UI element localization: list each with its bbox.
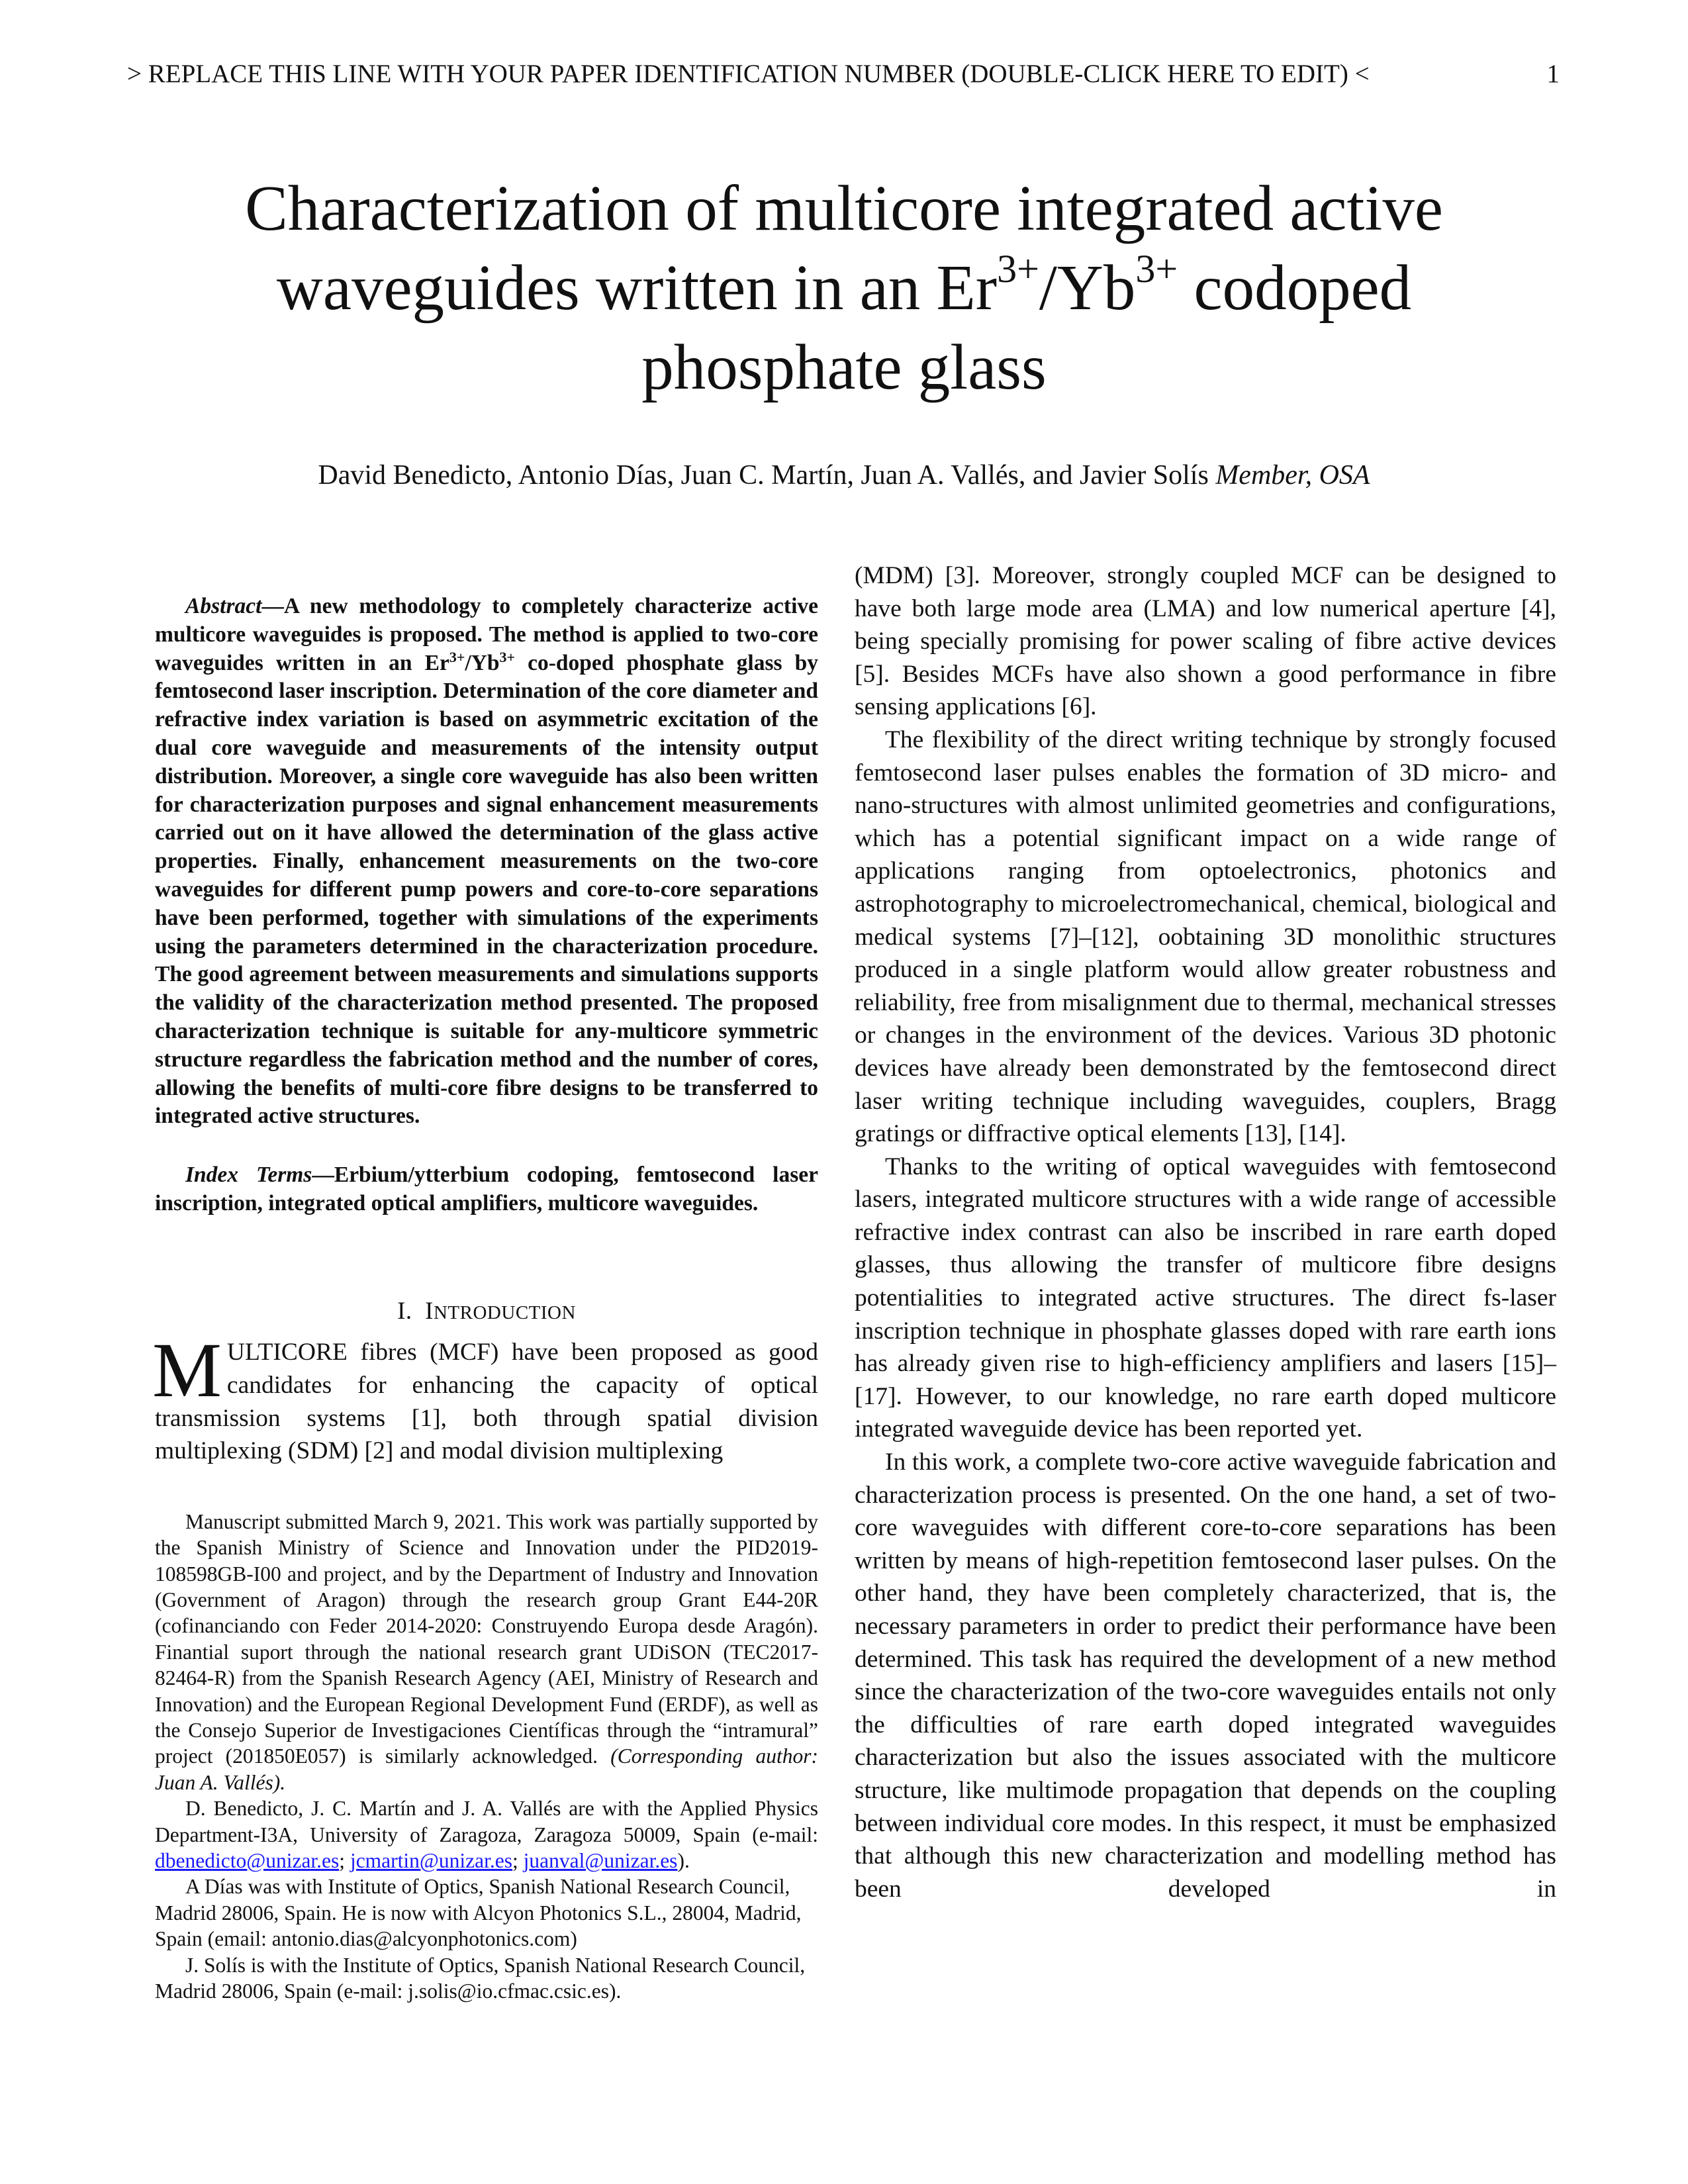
index-terms bbox=[155, 1161, 818, 1218]
superscript: 3+ bbox=[499, 648, 516, 665]
author-list bbox=[132, 458, 1556, 493]
title-line-2-pre: waveguides written in an Er bbox=[276, 252, 998, 323]
abstract-text: /Yb bbox=[465, 650, 500, 675]
title-line-3: phosphate glass bbox=[641, 332, 1047, 403]
superscript: 3+ bbox=[1135, 246, 1178, 291]
separator: ; bbox=[339, 1848, 350, 1872]
footnote-affiliation-3: J. Solís is with the Institute of Optics, Spanish National Research Council, Madrid 28006, Spain (e-mail: j.solis@io.cfmac.csic.es). bbox=[155, 1953, 806, 2003]
lead-caps: ULTICORE bbox=[226, 1339, 348, 1366]
running-title: > REPLACE THIS LINE WITH YOUR PAPER IDENTIFICATION NUMBER (DOUBLE-CLICK HERE TO EDIT) < bbox=[127, 60, 1370, 88]
author-membership: Member, OSA bbox=[1215, 460, 1370, 491]
superscript: 3+ bbox=[997, 246, 1039, 291]
section-title-rest: NTRODUCTION bbox=[433, 1302, 576, 1323]
paragraph-text: fibres (MCF) have been proposed as good candidates for enhancing the capacity of optical transmission systems [1], both through spatial division multiplexing (SDM) [2] and modal division multiplexing bbox=[155, 1339, 818, 1465]
section-heading-introduction bbox=[155, 1295, 818, 1330]
abstract-label: Abstract bbox=[185, 594, 262, 618]
index-terms-text: —Erbium/ytterbium codoping, femtosecond laser inscription, integrated optical amplifiers, multicore waveguides. bbox=[155, 1163, 818, 1215]
page-number: 1 bbox=[1546, 60, 1560, 88]
title-line-2-post: codoped bbox=[1178, 252, 1412, 323]
footnote-text: ). bbox=[677, 1848, 690, 1872]
abstract bbox=[155, 593, 818, 1131]
abstract-text: co-doped phosphate glass by femtosecond laser inscription. Determination of the core diameter and refractive index variation is based on asymmetric excitation of the dual core waveguide and measurements of the intensity output distribution. Moreover, a single core waveguide has also been written for characterization purposes and signal enhancement measurements carried out on it have allowed the determination of the glass active properties. Finally, enhancement measurements on the two-core waveguides for different pump powers and core-to-core separations have been performed, together with simulations of the experiments using the parameters determined in the characterization procedure. The good agreement between measurements and simulations supports the validity of the characterization method presented. The proposed characterization technique is suitable for any-multicore symmetric structure regardless the fabrication method and the number of cores, allowing the benefits of multi-core fibre designs to be transferred to integrated active structures. bbox=[155, 650, 818, 1129]
footnote-affiliation-1 bbox=[155, 1795, 818, 1874]
title-line-2-mid: /Yb bbox=[1039, 252, 1136, 323]
index-terms-paragraph bbox=[155, 1161, 818, 1218]
intro-paragraph-1 bbox=[152, 1327, 818, 1467]
footnote-funding bbox=[155, 1509, 818, 1795]
left-column bbox=[152, 593, 818, 2004]
email-link[interactable]: juanval@unizar.es bbox=[523, 1848, 678, 1872]
email-link[interactable]: dbenedicto@unizar.es bbox=[155, 1848, 340, 1872]
footnote-text: Manuscript submitted March 9, 2021. This work was partially supported by the Spanish Ministry of Science and Innovation under the PID2019-108598GB-I00 and project, and by the Department of Industry and Innovation (Government of Aragon) through the research group Grant E44-20R (cofinanciando con Feder 2014-2020: Construyendo Europa desde Aragón). Finantial suport through the national research grant UDiSON (TEC2017-82464-R) from the Spanish Research Agency (AEI, Ministry of Research and Innovation) and the European Regional Development Fund (ERDF), as well as the Consejo Superior de Investigaciones Científicas through the “intramural” project (201850E057) is similarly acknowledged. bbox=[155, 1509, 818, 1768]
corresponding-author: (Corresponding author: Juan A. Vallés). bbox=[155, 1744, 818, 1794]
section-title-first: I bbox=[425, 1297, 434, 1325]
intro-paragraph-4: In this work, a complete two-core active waveguide fabrication and characterization process is presented. On the one hand, a set of two-core waveguides with different core-to-core separations has been written by means of high-repetition femtosecond laser pulses. On the other hand, they have been completely characterized, that is, the necessary parameters in order to predict their performance have been determined. This task has required the development of a new method since the characterization of the two-core waveguides entails not only the difficulties of rare earth doped integrated waveguides characterization but also the issues associated with the multicore structure, like multimode propagation that depends on the coupling between individual core modes. In this respect, it must be emphasized that although this new characterization and modelling method has been developed in bbox=[855, 1448, 1556, 1903]
footnote-text: D. Benedicto, J. C. Martín and J. A. Vallés are with the Applied Physics Department-I3A, University of Zaragoza, Zaragoza 50009, Spain (e-mail: bbox=[155, 1797, 818, 1846]
author-names: David Benedicto, Antonio Días, Juan C. Martín, Juan A. Vallés, and Javier Solís bbox=[318, 460, 1216, 491]
intro-paragraph-1-continued: (MDM) [3]. Moreover, strongly coupled MCF can be designed to have both large mode area (LMA) and low numerical aperture [4], being specially promising for power scaling of fibre active devices [5]. Besides MCFs have also shown a good performance in fibre sensing applications [6]. bbox=[855, 562, 1556, 721]
drop-cap: M bbox=[152, 1327, 222, 1414]
footnote bbox=[155, 1509, 818, 2005]
abstract-paragraph bbox=[155, 593, 818, 1131]
email-link[interactable]: jcmartin@unizar.es bbox=[350, 1848, 512, 1872]
separator: ; bbox=[512, 1848, 524, 1872]
intro-paragraph-2: The flexibility of the direct writing technique by strongly focused femtosecond laser pulses enables the formation of 3D micro- and nano-structures with almost unlimited geometries and configurations, which has a potential significant impact on a wide range of applications ranging from optoelectronics, photonics and astrophotography to microelectromechanical, chemical, biological and medical systems [7]–[12], oobtaining 3D monolithic structures produced in a single platform would allow greater robustness and reliability, free from misalignment due to thermal, mechanical stresses or changes in the environment of the devices. Various 3D photonic devices have already been demonstrated by the femtosecond direct laser writing technique including waveguides, couplers, Bragg gratings or diffractive optical elements [13], [14]. bbox=[855, 726, 1556, 1148]
paper-title bbox=[132, 169, 1556, 407]
superscript: 3+ bbox=[449, 648, 465, 665]
right-column bbox=[855, 559, 1556, 1905]
index-terms-label: Index Terms bbox=[185, 1163, 312, 1188]
abstract-text: —A new methodology to completely characterize active multicore waveguides is proposed. The method is applied to two-core waveguides written in an Er bbox=[155, 594, 818, 675]
title-line-1: Characterization of multicore integrated active bbox=[245, 173, 1443, 244]
intro-paragraph-3: Thanks to the writing of optical waveguides with femtosecond lasers, integrated multicore structures with a wide range of accessible refractive index contrast can also be inscribed in rare earth doped glasses, thus allowing the transfer of multicore fibre designs potentialities to integrated active structures. The direct fs-laser inscription technique in phosphate glasses doped with rare earth ions has already given rise to high-efficiency amplifiers and lasers [15]–[17]. However, to our knowledge, no rare earth doped multicore integrated waveguide device has been reported yet. bbox=[855, 1153, 1556, 1443]
section-number: I. bbox=[397, 1297, 412, 1325]
running-header bbox=[127, 58, 1564, 90]
footnote-affiliation-2: A Días was with Institute of Optics, Spanish National Research Council, Madrid 28006, Spain. He is now with Alcyon Photonics S.L., 28004, Madrid, Spain (email: antonio.dias@alcyonphotonics.com) bbox=[155, 1875, 802, 1951]
